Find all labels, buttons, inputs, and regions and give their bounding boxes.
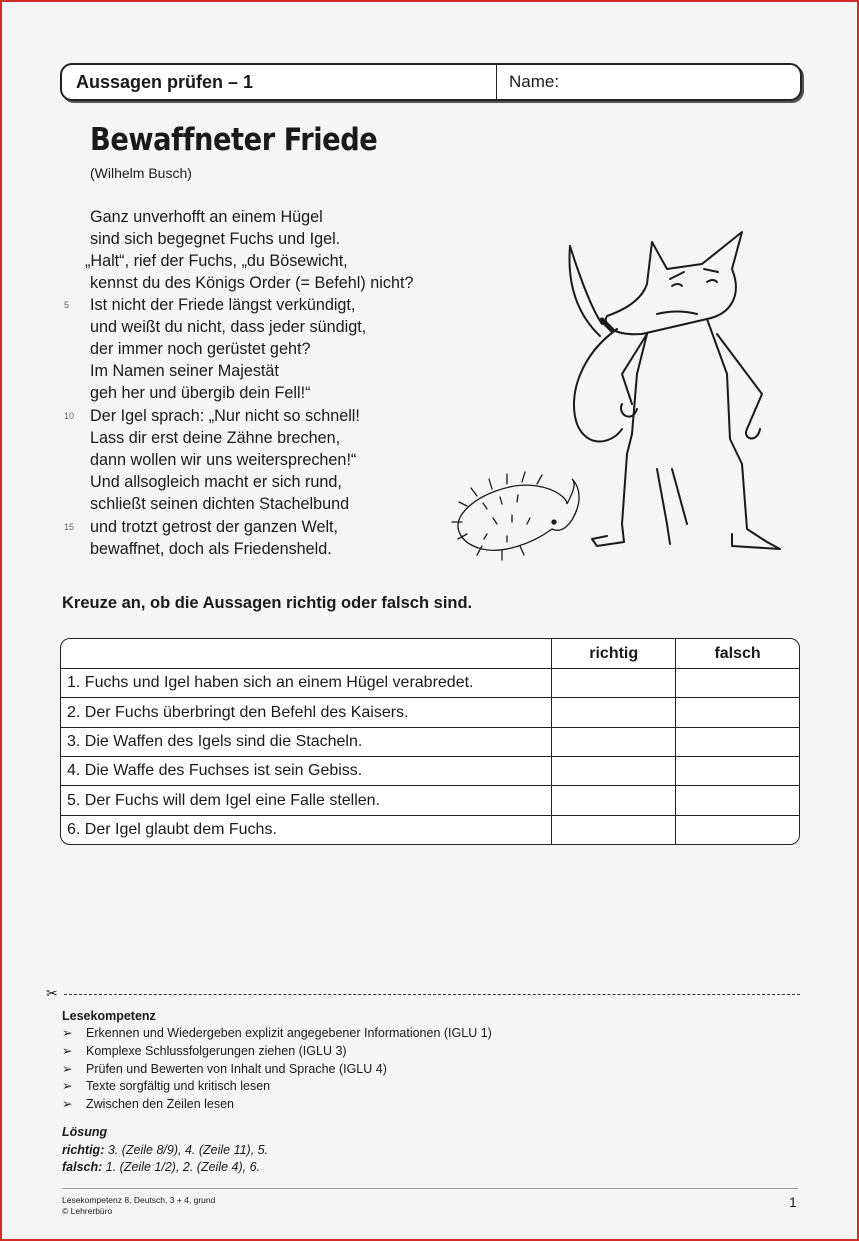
footer-divider: [62, 1188, 798, 1189]
statement-text: 6. Der Igel glaubt dem Fuchs.: [61, 815, 552, 844]
competence-title: Lesekompetenz: [62, 1009, 156, 1023]
poem-title: Bewaffneter Friede: [90, 122, 378, 158]
task-instruction: Kreuze an, ob die Aussagen richtig oder falsch sind.: [62, 594, 473, 612]
statement-text: 5. Der Fuchs will dem Igel eine Falle stellen.: [61, 786, 552, 815]
poem-author: (Wilhelm Busch): [90, 165, 192, 181]
table-row: [61, 727, 799, 756]
falsch-header: falsch: [676, 639, 799, 669]
poem-line: Ganz unverhofft an einem Hügel: [90, 208, 323, 226]
statement-text: 3. Die Waffen des Igels sind die Stacheln.: [61, 727, 552, 756]
falsch-checkbox[interactable]: [676, 698, 799, 727]
competence-list: [62, 1025, 492, 1114]
poem-line: Lass dir erst deine Zähne brechen,: [90, 429, 341, 447]
arrow-bullet-icon: ➢: [62, 1061, 73, 1076]
list-item: ➢ Komplexe Schlussfolgerungen ziehen (IGLU 3): [62, 1043, 492, 1061]
fox-head: [606, 232, 742, 334]
poem-line: kennst du des Königs Order (= Befehl) nicht?: [90, 274, 414, 292]
fox-and-hedgehog-illustration: [442, 224, 787, 564]
falsch-checkbox[interactable]: [676, 786, 799, 815]
falsch-checkbox[interactable]: [676, 757, 799, 786]
list-item: ➢ Zwischen den Zeilen lesen: [62, 1096, 492, 1114]
poem-line: Ist nicht der Friede längst verkündigt,: [90, 296, 356, 314]
table-row: [61, 786, 799, 815]
hedgehog: [452, 472, 579, 560]
richtig-checkbox[interactable]: [552, 669, 676, 698]
list-item: ➢ Prüfen und Bewerten von Inhalt und Sprache (IGLU 4): [62, 1061, 492, 1079]
poem-line: und weißt du nicht, dass jeder sündigt,: [90, 318, 367, 336]
poem-line: sind sich begegnet Fuchs und Igel.: [90, 230, 341, 248]
statement-text: 4. Die Waffe des Fuchses ist sein Gebiss.: [61, 757, 552, 786]
line-number: 10: [64, 411, 75, 421]
table-header-row: [61, 639, 799, 669]
poem-line: geh her und übergib dein Fell!“: [90, 384, 311, 402]
line-number: 15: [64, 522, 75, 532]
solution-title: Lösung: [62, 1125, 108, 1139]
fox-tail: [574, 329, 622, 442]
statement-header: [61, 639, 552, 669]
cut-line: [64, 994, 800, 995]
fox-left-leg: [592, 334, 647, 546]
falsch-checkbox[interactable]: [676, 727, 799, 756]
poem-line: bewaffnet, doch als Friedensheld.: [90, 540, 332, 558]
statement-text: 1. Fuchs und Igel haben sich an einem Hügel verabredet.: [61, 669, 552, 698]
poem-line: der immer noch gerüstet geht?: [90, 340, 311, 358]
richtig-checkbox[interactable]: [552, 757, 676, 786]
falsch-checkbox[interactable]: [676, 669, 799, 698]
poem-line: Der Igel sprach: „Nur nicht so schnell!: [90, 407, 360, 425]
worksheet-header: [60, 63, 802, 101]
table-row: [61, 698, 799, 727]
poem-line: schließt seinen dichten Stachelbund: [90, 495, 350, 513]
footer-source: Lesekompetenz 8, Deutsch, 3 + 4, grund © Lehrerbüro: [62, 1195, 216, 1216]
arrow-bullet-icon: ➢: [62, 1026, 73, 1040]
richtig-checkbox[interactable]: [552, 786, 676, 815]
poem-line: dann wollen wir uns weitersprechen!“: [90, 451, 357, 469]
statement-table: [60, 638, 800, 845]
poem-line: Und allsogleich macht er sich rund,: [90, 473, 342, 491]
fox-right-leg: [707, 319, 780, 549]
name-field[interactable]: Name:: [509, 72, 560, 91]
table-row: [61, 757, 799, 786]
falsch-checkbox[interactable]: [676, 815, 799, 844]
arrow-bullet-icon: ➢: [62, 1043, 73, 1058]
poem-line: Im Namen seiner Majestät: [90, 362, 279, 380]
richtig-checkbox[interactable]: [552, 815, 676, 844]
scissors-icon: ✂: [46, 985, 58, 1001]
arrow-bullet-icon: ➢: [62, 1097, 73, 1112]
solution-falsch: falsch: 1. (Zeile 1/2), 2. (Zeile 4), 6.: [62, 1160, 261, 1174]
richtig-header: richtig: [552, 639, 676, 669]
table-row: [61, 669, 799, 698]
solution-block: [62, 1124, 268, 1177]
statement-text: 2. Der Fuchs überbringt den Befehl des Kaisers.: [61, 698, 552, 727]
richtig-checkbox[interactable]: [552, 727, 676, 756]
poem-line: „Halt“, rief der Fuchs, „du Bösewicht,: [85, 252, 348, 270]
richtig-checkbox[interactable]: [552, 698, 676, 727]
list-item: ➢ Erkennen und Wiedergeben explizit angegebener Informationen (IGLU 1): [62, 1025, 492, 1043]
solution-richtig: richtig: 3. (Zeile 8/9), 4. (Zeile 11), 5.: [62, 1142, 269, 1157]
arrow-bullet-icon: ➢: [62, 1079, 73, 1094]
table-row: [61, 815, 799, 844]
line-number: 5: [64, 300, 70, 310]
poem-line: und trotzt getrost der ganzen Welt,: [90, 518, 339, 536]
list-item: ➢ Texte sorgfältig und kritisch lesen: [62, 1078, 492, 1096]
page-number: 1: [789, 1194, 797, 1210]
worksheet-title: Aussagen prüfen – 1: [62, 65, 497, 99]
